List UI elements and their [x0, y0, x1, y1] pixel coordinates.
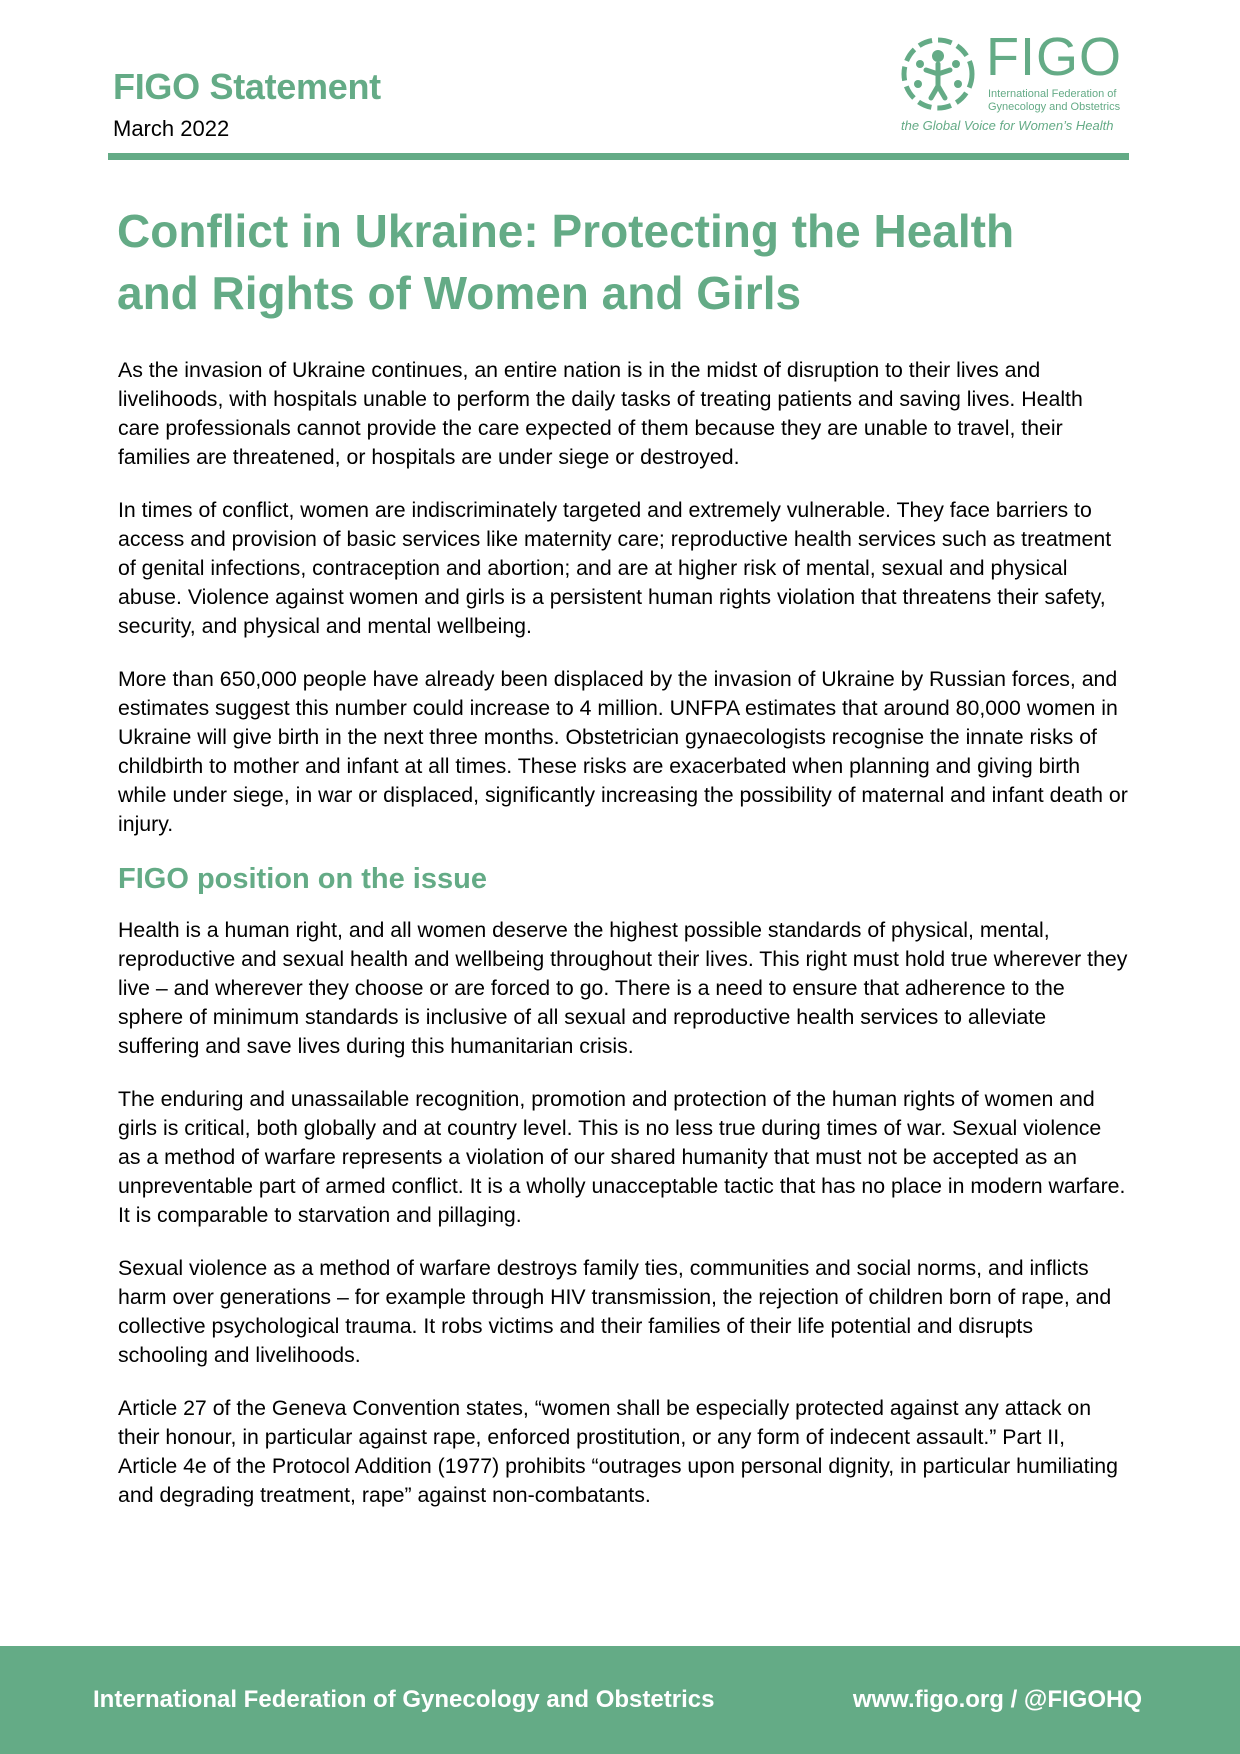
footer-website-link[interactable]: www.figo.org / @FIGOHQ — [852, 1686, 1142, 1713]
footer-organization: International Federation of Gynecology and Obstetrics — [93, 1686, 715, 1713]
statement-date: March 2022 — [113, 116, 230, 141]
figo-emblem-icon — [898, 34, 978, 114]
title-line-1: Conflict in Ukraine: Protecting the Health — [117, 205, 1015, 257]
section-heading: FIGO position on the issue — [118, 863, 487, 895]
section-paragraph: The enduring and unassailable recognition, promotion and protection of the human rights of women and girls is critical, both globally and at country level. This is no less true during times of war. Sexual violence as a method of warfare represents a violation of our shared humanity that must not be accepted as an unpreventable part of armed conflict. It is a wholly unacceptable tactic that has no place in modern warfare. It is comparable to starvation and pillaging. — [118, 1087, 1126, 1227]
logo-subtitle — [988, 88, 1128, 114]
logo-subtitle-line1: International Federation of — [988, 88, 1117, 100]
logo-subtitle-line2: Gynecology and Obstetrics — [988, 101, 1121, 113]
section-paragraph: Health is a human right, and all women deserve the highest possible standards of physical, mental, reproductive and sexual health and wellbeing throughout their lives. This right must hold true wherever they live – and wherever they choose or are forced to go. There is a need to ensure that adherence to the sphere of minimum standards is inclusive of all sexual and reproductive health services to alleviate suffering and save lives during this humanitarian crisis. — [118, 918, 1128, 1058]
intro-paragraph: As the invasion of Ukraine continues, an entire nation is in the midst of disruption to their lives and livelihoods, with hospitals unable to perform the daily tasks of treating patients and saving lives. Health care professionals cannot provide the care expected of them because they are unable to travel, their families are threatened, or hospitals are under siege or destroyed. — [118, 358, 1083, 469]
logo-wordmark: FIGO — [986, 27, 1122, 87]
document-body — [118, 356, 1128, 1534]
title-line-2: and Rights of Women and Girls — [117, 267, 802, 319]
intro-paragraph: More than 650,000 people have already been displaced by the invasion of Ukraine by Russian forces, and estimates suggest this number could increase to 4 million. UNFPA estimates that around 80,000 women in Ukraine will give birth in the next three months. Obstetrician gynaecologists recognise the innate risks of childbirth to mother and infant at all times. These risks are exacerbated when planning and giving birth while under siege, in war or displaced, significantly increasing the possibility of maternal and infant death or injury. — [118, 667, 1128, 836]
document-footer — [0, 1646, 1240, 1754]
section-paragraph: Sexual violence as a method of warfare destroys family ties, communities and social norms, and inflicts harm over generations – for example through HIV transmission, the rejection of children born of rape, and collective psychological trauma. It robs victims and their families of their life potential and disrupts schooling and livelihoods. — [118, 1256, 1112, 1367]
statement-label: FIGO Statement — [113, 66, 381, 107]
figo-logo — [898, 27, 1130, 138]
document-header — [0, 0, 1240, 170]
logo-tagline: the Global Voice for Women’s Health — [901, 118, 1114, 133]
header-divider — [108, 153, 1129, 160]
intro-paragraph: In times of conflict, women are indiscriminately targeted and extremely vulnerable. They face barriers to access and provision of basic services like maternity care; reproductive health services such as treatment of genital infections, contraception and abortion; and are at higher risk of mental, sexual and physical abuse. Violence against women and girls is a persistent human rights violation that threatens their safety, security, and physical and mental wellbeing. — [118, 498, 1112, 638]
section-paragraph: Article 27 of the Geneva Convention states, “women shall be especially protected against any attack on their honour, in particular against rape, enforced prostitution, or any form of indecent assault.” Part II, Article 4e of the Protocol Addition (1977) prohibits “outrages upon personal dignity, in particular humiliating and degrading treatment, rape” against non-combatants. — [118, 1396, 1118, 1507]
document-title — [117, 200, 1117, 324]
